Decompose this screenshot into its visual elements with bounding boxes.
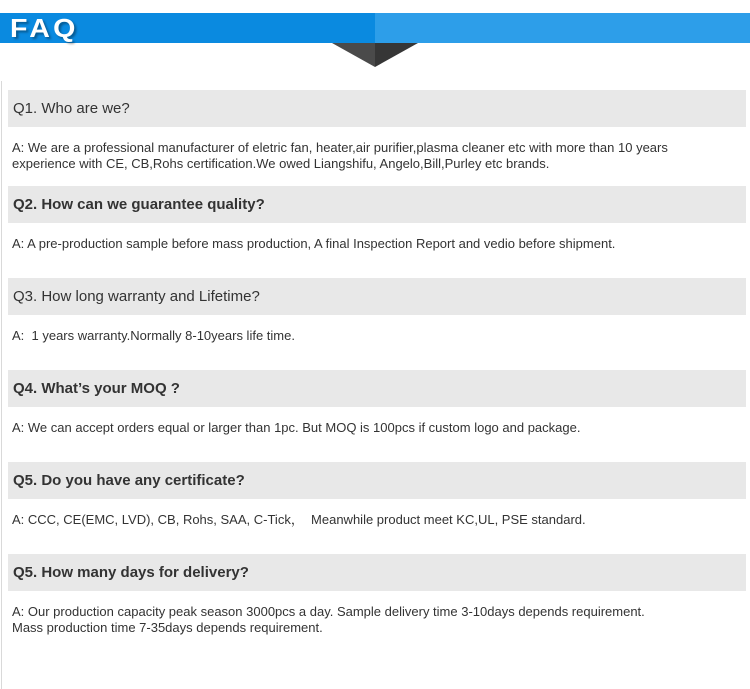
faq-question-label: Q2. How can we guarantee quality? — [13, 196, 265, 213]
faq-list — [0, 90, 750, 636]
faq-item — [0, 554, 750, 636]
header-bar-right — [375, 13, 750, 43]
faq-question-bar — [8, 278, 746, 315]
faq-answer-line: A: 1 years warranty.Normally 8-10years life time. — [12, 328, 295, 343]
faq-question-label: Q3. How long warranty and Lifetime? — [13, 288, 260, 305]
faq-answer-line: Mass production time 7-35days depends requirement. — [12, 620, 323, 635]
faq-answer-line: A: A pre-production sample before mass production, A final Inspection Report and vedio before shipment. — [12, 236, 616, 251]
faq-question-bar — [8, 90, 746, 127]
faq-header-banner — [0, 13, 750, 43]
faq-question-label: Q1. Who are we? — [13, 100, 130, 117]
faq-answer-line: experience with CE, CB,Rohs certification.We owed Liangshifu, Angelo,Bill,Purley etc brands. — [12, 156, 550, 171]
faq-item — [0, 186, 750, 252]
faq-question-bar — [8, 554, 746, 591]
faq-item — [0, 90, 750, 172]
faq-question-label: Q5. Do you have any certificate? — [13, 472, 245, 489]
header-arrow — [0, 43, 750, 67]
faq-question-label: Q4. What’s your MOQ ? — [13, 380, 180, 397]
faq-item — [0, 370, 750, 436]
faq-answer — [12, 420, 742, 436]
faq-answer — [12, 328, 742, 344]
page-title: FAQ — [10, 13, 79, 43]
faq-answer — [12, 604, 742, 636]
faq-answer — [12, 512, 742, 528]
faq-question-bar — [8, 370, 746, 407]
faq-answer-line: A: CCC, CE(EMC, LVD), CB, Rohs, SAA, C-Tick， Meanwhile product meet KC,UL, PSE standard. — [12, 512, 586, 527]
down-arrow-icon — [332, 43, 418, 67]
faq-question-bar — [8, 462, 746, 499]
faq-item — [0, 462, 750, 528]
down-arrow-right-face — [375, 43, 418, 67]
faq-answer-line: A: We are a professional manufacturer of eletric fan, heater,air purifier,plasma cleaner etc with more than 10 years — [12, 140, 668, 155]
down-arrow-left-face — [332, 43, 375, 67]
faq-answer-line: A: We can accept orders equal or larger than 1pc. But MOQ is 100pcs if custom logo and package. — [12, 420, 581, 435]
faq-question-bar — [8, 186, 746, 223]
faq-answer — [12, 140, 742, 172]
faq-question-label: Q5. How many days for delivery? — [13, 564, 249, 581]
faq-answer-line: A: Our production capacity peak season 3000pcs a day. Sample delivery time 3-10days depends requirement. — [12, 604, 645, 619]
faq-item — [0, 278, 750, 344]
container-left-border — [1, 81, 2, 689]
faq-answer — [12, 236, 742, 252]
